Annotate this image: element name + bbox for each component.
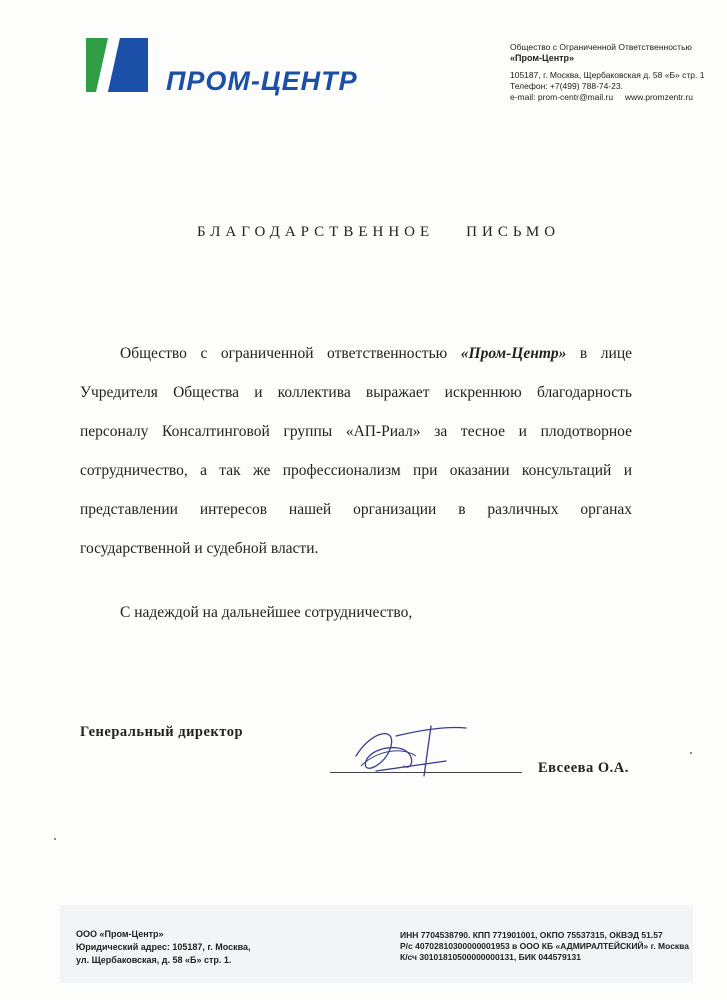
company-logo-icon [86,38,148,92]
title-word-1: БЛАГОДАРСТВЕННОЕ [196,224,435,240]
org-full-name: Общество с Ограниченной Ответственностью [510,42,692,52]
scan-speck [54,838,56,840]
footer-right-line-3: К/сч 30101810500000000131, БИК 044579131 [400,952,581,962]
footer-left-line-1: ООО «Пром-Центр» [76,929,164,939]
org-email: e-mail: prom-centr@mail.ru [510,92,614,102]
org-contact-block [510,42,715,103]
letter-closing: С надеждой на дальнейшее сотрудничество, [120,604,413,621]
handwritten-signature-icon [336,716,476,786]
org-phone: Телефон: +7(499) 788-74-23. [510,81,623,91]
brand-name: ПРОМ-ЦЕНТР [166,66,358,96]
org-address: 105187, г. Москва, Щербаковская д. 58 «Б» стр. 1 [510,70,705,80]
footer-legal-address [76,928,251,967]
body-suffix: в лице Учредителя Общества и коллектива выражает искреннюю благодарность персоналу Консалтинговой группы «АП-Риал» за тесное и плодотворное сотрудничество, а так же профессионализм при оказании консультаций и представлении интересов нашей организации в различных органах государственной и судебной власти. [80,345,632,557]
footer-right-line-2: Р/с 40702810300000001953 в ООО КБ «АДМИРАЛТЕЙСКИЙ» г. Москва [400,941,690,951]
scan-speck [690,752,692,754]
letter-body [80,334,632,568]
footer-left-line-2: Юридический адрес: 105187, г. Москва, [76,942,251,952]
title-word-2: ПИСЬМО [466,224,561,240]
org-contacts [510,92,715,103]
footer-left-line-3: ул. Щербаковская, д. 58 «Б» стр. 1. [76,955,232,965]
org-website: www.promzentr.ru [624,92,693,102]
signatory-name: Евсеева О.А. [538,760,629,776]
org-short-name: «Пром-Центр» [510,53,575,63]
body-prefix: Общество с ограниченной ответственностью [120,345,461,362]
footer-bank-details [400,930,689,963]
signature-line [330,772,522,773]
signatory-position: Генеральный директор [80,724,244,740]
letter-title [0,224,727,241]
footer-right-line-1: ИНН 7704538790. КПП 771901001, ОКПО 75537315, ОКВЭД 51.57 [400,930,663,940]
body-company: «Пром-Центр» [460,345,567,362]
